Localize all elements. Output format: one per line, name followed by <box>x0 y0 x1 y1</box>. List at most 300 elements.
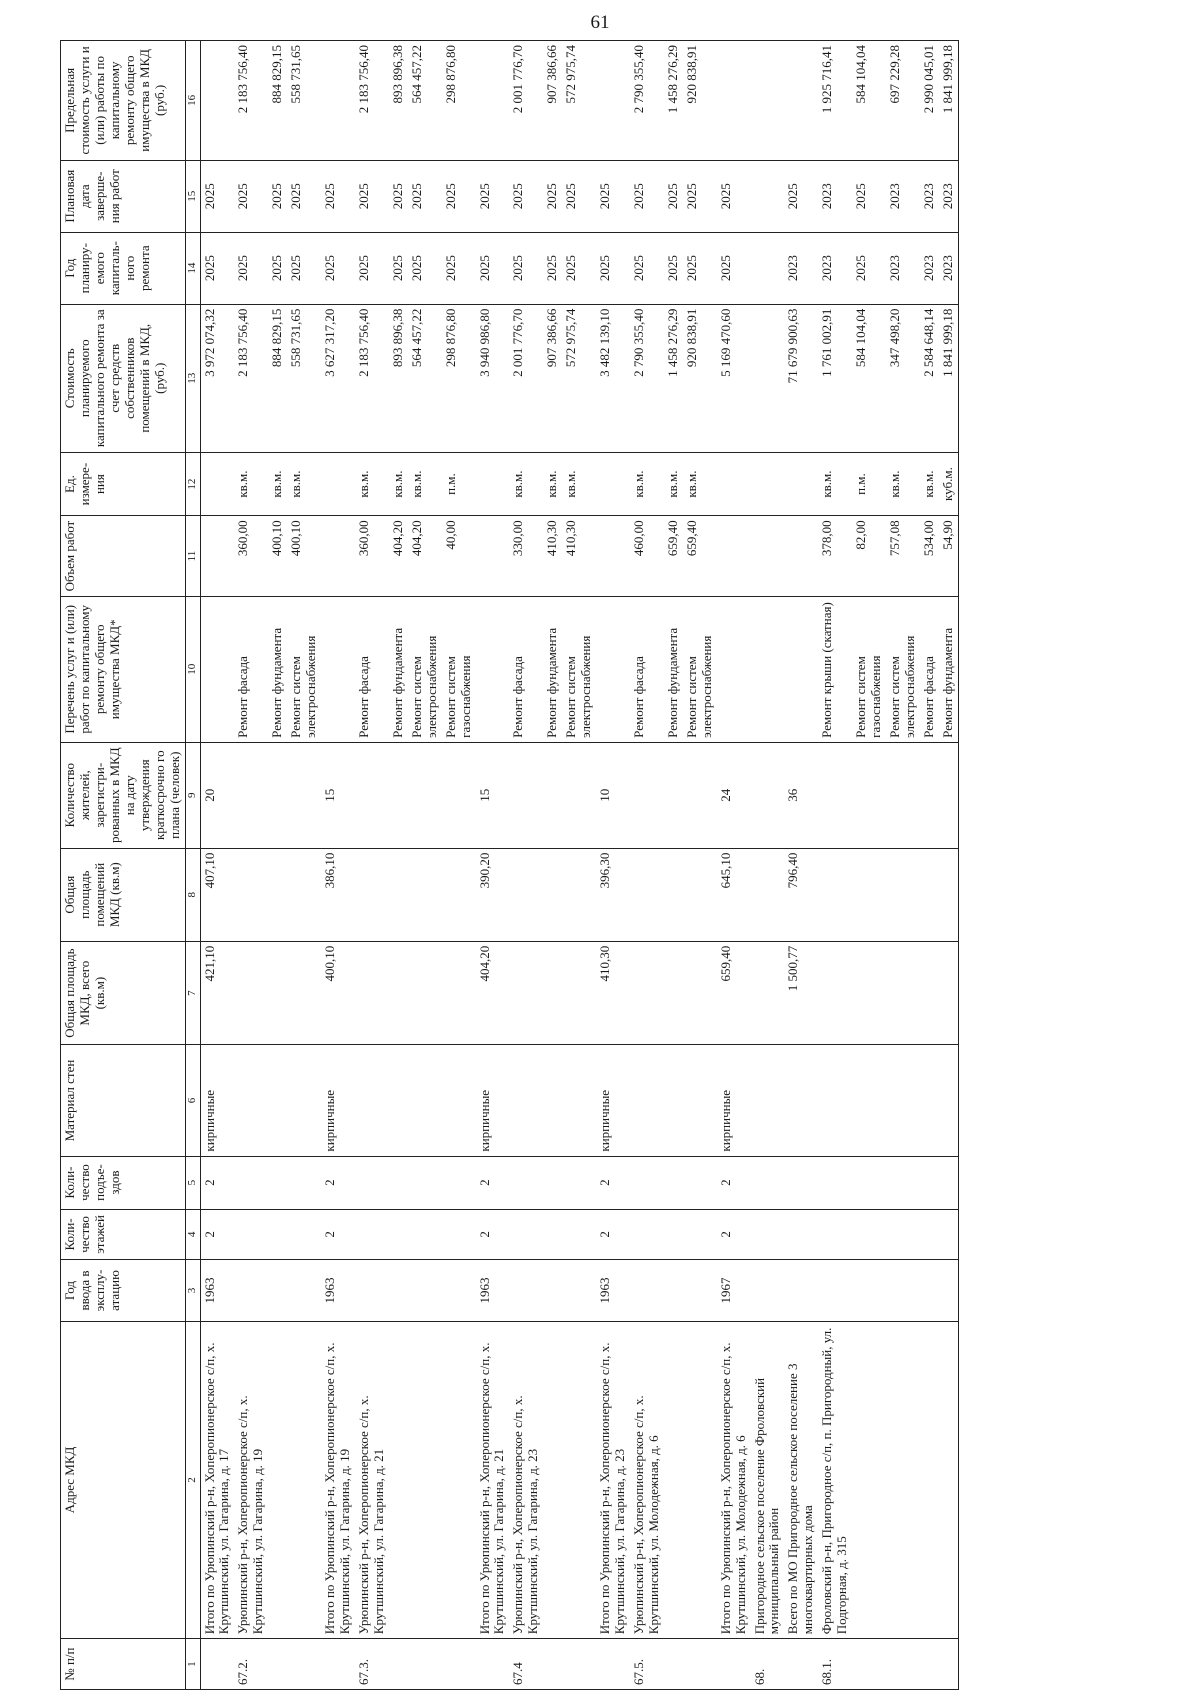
table-cell: 1 925 716,41 <box>818 41 852 161</box>
column-number-row <box>185 41 200 1690</box>
table-cell <box>664 1639 683 1690</box>
table-cell: 2025 <box>852 160 886 232</box>
table-cell: 920 838,91 <box>683 41 717 161</box>
table-cell <box>543 848 562 941</box>
table-cell: 2 790 355,40 <box>630 304 664 452</box>
table-row <box>717 41 751 1690</box>
table-cell: п.м. <box>442 452 476 516</box>
table-cell: 390,20 <box>476 848 510 941</box>
table-cell: Ремонт систем электроснабжения <box>886 596 920 742</box>
table-cell <box>389 1209 408 1260</box>
table-cell <box>268 941 287 1045</box>
table-cell: 2025 <box>543 232 562 304</box>
table-cell <box>784 452 818 516</box>
column-number: 6 <box>185 1045 200 1156</box>
table-cell: 2023 <box>939 232 958 304</box>
table-cell: 2 <box>596 1156 630 1209</box>
table-cell <box>476 1639 510 1690</box>
table-row <box>287 41 321 1690</box>
column-number: 10 <box>185 596 200 742</box>
page-number: 61 <box>590 12 610 33</box>
table-cell: 2025 <box>717 232 751 304</box>
table-cell <box>683 941 717 1045</box>
table-cell <box>920 1156 939 1209</box>
table-cell <box>664 1321 683 1639</box>
table-cell: 298 876,80 <box>442 41 476 161</box>
table-cell: п.м. <box>852 452 886 516</box>
table-cell: 1 458 276,29 <box>664 304 683 452</box>
table-cell: 330,00 <box>509 516 543 596</box>
table-cell: Ремонт систем газоснабжения <box>852 596 886 742</box>
table-cell <box>920 1260 939 1321</box>
table-cell <box>751 232 785 304</box>
table-cell <box>442 1209 476 1260</box>
table-cell <box>509 941 543 1045</box>
table-cell: 3 482 139,10 <box>596 304 630 452</box>
table-cell: 2 183 756,40 <box>234 41 268 161</box>
table-cell: кв.м. <box>683 452 717 516</box>
table-cell: кв.м. <box>355 452 389 516</box>
table-cell: кв.м. <box>234 452 268 516</box>
table-cell: Ремонт систем электроснабжения <box>562 596 596 742</box>
table-cell <box>287 1321 321 1639</box>
table-cell: 2023 <box>939 160 958 232</box>
table-cell: 404,20 <box>389 516 408 596</box>
table-cell <box>562 1209 596 1260</box>
table-cell: 5 169 470,60 <box>717 304 751 452</box>
table-cell <box>818 742 852 848</box>
table-cell: 2 183 756,40 <box>234 304 268 452</box>
table-cell <box>818 1156 852 1209</box>
table-cell: 2025 <box>717 160 751 232</box>
table-cell <box>596 452 630 516</box>
column-number: 5 <box>185 1156 200 1209</box>
table-cell: Ремонт фундамента <box>389 596 408 742</box>
table-cell: 659,40 <box>683 516 717 596</box>
table-cell: 400,10 <box>268 516 287 596</box>
table-cell <box>939 1209 958 1260</box>
table-cell <box>408 1639 442 1690</box>
table-cell <box>321 516 355 596</box>
table-row <box>543 41 562 1690</box>
table-cell: 2025 <box>200 232 234 304</box>
table-cell <box>476 452 510 516</box>
table-cell <box>200 596 234 742</box>
table-cell <box>630 1045 664 1156</box>
table-cell <box>509 848 543 941</box>
table-cell: Ремонт систем электроснабжения <box>408 596 442 742</box>
table-row <box>389 41 408 1690</box>
table-cell <box>751 1260 785 1321</box>
table-cell <box>321 452 355 516</box>
table-cell <box>920 1045 939 1156</box>
table-cell: 2025 <box>543 160 562 232</box>
table-cell <box>408 848 442 941</box>
table-cell <box>389 1045 408 1156</box>
table-cell <box>818 1045 852 1156</box>
table-cell: Ремонт фасада <box>630 596 664 742</box>
table-cell: 2 <box>596 1209 630 1260</box>
table-cell <box>543 1045 562 1156</box>
table-cell: 1 458 276,29 <box>664 41 683 161</box>
table-cell <box>321 41 355 161</box>
table-cell <box>683 1156 717 1209</box>
table-row <box>321 41 355 1690</box>
table-cell <box>664 941 683 1045</box>
table-cell: кв.м. <box>268 452 287 516</box>
table-cell <box>751 41 785 161</box>
table-cell: 2025 <box>596 232 630 304</box>
table-cell <box>683 848 717 941</box>
table-cell: 400,10 <box>321 941 355 1045</box>
table-cell: 410,30 <box>562 516 596 596</box>
table-cell: 404,20 <box>476 941 510 1045</box>
table-cell: 2 584 648,14 <box>920 304 939 452</box>
table-cell: 2 <box>717 1156 751 1209</box>
table-cell: Ремонт фундамента <box>268 596 287 742</box>
table-cell <box>683 742 717 848</box>
table-row <box>664 41 683 1690</box>
table-cell <box>852 1209 886 1260</box>
table-cell: Ремонт крыши (скатная) <box>818 596 852 742</box>
table-cell <box>664 1045 683 1156</box>
table-row <box>630 41 664 1690</box>
table-cell: 2025 <box>664 160 683 232</box>
table-cell: 24 <box>717 742 751 848</box>
table-cell: 36 <box>784 742 818 848</box>
table-cell: 2 183 756,40 <box>355 304 389 452</box>
table-cell: 2023 <box>784 232 818 304</box>
column-number: 12 <box>185 452 200 516</box>
table-cell <box>476 596 510 742</box>
table-cell: 2025 <box>200 160 234 232</box>
table-cell: 2025 <box>355 160 389 232</box>
table-cell <box>562 1321 596 1639</box>
table-cell <box>200 452 234 516</box>
table-cell <box>287 1639 321 1690</box>
table-cell: 20 <box>200 742 234 848</box>
table-cell <box>268 1209 287 1260</box>
table-cell: 2025 <box>442 232 476 304</box>
table-cell: 584 104,04 <box>852 304 886 452</box>
table-row <box>596 41 630 1690</box>
table-cell: 2023 <box>920 160 939 232</box>
table-cell <box>852 1045 886 1156</box>
table-cell <box>355 1045 389 1156</box>
table-cell <box>234 1209 268 1260</box>
table-cell <box>751 1209 785 1260</box>
table-cell <box>596 41 630 161</box>
table-cell <box>389 1639 408 1690</box>
table-cell <box>818 1209 852 1260</box>
table-cell: 2 990 045,01 <box>920 41 939 161</box>
table-cell: 2 <box>200 1156 234 1209</box>
header-cell: Материал стен <box>61 1045 186 1156</box>
table-cell <box>268 848 287 941</box>
table-cell <box>939 742 958 848</box>
table-row <box>683 41 717 1690</box>
table-cell: Урюпинский р-н, Хоперопионерское с/п, х. Крутшинский, ул. Гагарина, д. 19 <box>234 1321 268 1639</box>
table-cell: 40,00 <box>442 516 476 596</box>
table-cell: 360,00 <box>234 516 268 596</box>
table-cell <box>476 41 510 161</box>
table-cell: куб.м. <box>939 452 958 516</box>
table-cell <box>389 1321 408 1639</box>
table-cell <box>886 1321 920 1639</box>
table-cell <box>408 941 442 1045</box>
header-cell: Стоимость планируемого капитального ремонта за счет средств собственников помещений в МКД, (руб.) <box>61 304 186 452</box>
table-cell: Ремонт систем электроснабжения <box>683 596 717 742</box>
header-cell: Предельная стоимость услуги и (или) работы по капитальному ремонту общего имущества в МКД (руб.) <box>61 41 186 161</box>
table-cell: 2 <box>476 1156 510 1209</box>
table-cell <box>939 1321 958 1639</box>
table-cell <box>664 742 683 848</box>
table-cell: 659,40 <box>664 516 683 596</box>
table-cell <box>562 848 596 941</box>
table-cell: 2025 <box>630 232 664 304</box>
table-cell: 67.2. <box>234 1639 268 1690</box>
table-cell: 2025 <box>562 232 596 304</box>
table-cell: 2025 <box>476 232 510 304</box>
table-cell: 2 <box>717 1209 751 1260</box>
table-cell <box>717 1639 751 1690</box>
table-cell: 2023 <box>886 160 920 232</box>
table-cell: Ремонт фасада <box>234 596 268 742</box>
table-row <box>200 41 234 1690</box>
table-cell <box>784 1260 818 1321</box>
table-cell <box>852 941 886 1045</box>
table-cell <box>200 1639 234 1690</box>
table-cell <box>562 1639 596 1690</box>
rotated-table-container <box>60 40 1180 1690</box>
table-cell <box>939 1260 958 1321</box>
column-number: 1 <box>185 1639 200 1690</box>
table-cell <box>442 742 476 848</box>
table-cell <box>751 1045 785 1156</box>
table-cell <box>596 1639 630 1690</box>
table-cell: 2025 <box>852 232 886 304</box>
table-cell: кв.м. <box>562 452 596 516</box>
table-cell: Ремонт фасада <box>920 596 939 742</box>
table-cell <box>784 1045 818 1156</box>
table-cell: 2025 <box>630 160 664 232</box>
table-cell: Ремонт фасада <box>355 596 389 742</box>
table-cell <box>751 516 785 596</box>
table-cell: 396,30 <box>596 848 630 941</box>
table-row <box>920 41 939 1690</box>
table-cell <box>509 1209 543 1260</box>
table-cell <box>408 1321 442 1639</box>
table-cell <box>751 1156 785 1209</box>
table-cell <box>939 941 958 1045</box>
table-cell <box>852 848 886 941</box>
table-row <box>408 41 442 1690</box>
table-cell <box>717 516 751 596</box>
table-cell <box>920 941 939 1045</box>
table-cell: 2025 <box>355 232 389 304</box>
table-cell: 2025 <box>408 232 442 304</box>
table-cell: 67.3. <box>355 1639 389 1690</box>
table-cell <box>321 596 355 742</box>
table-row <box>234 41 268 1690</box>
column-number: 2 <box>185 1321 200 1639</box>
table-cell <box>287 742 321 848</box>
table-cell <box>287 941 321 1045</box>
table-cell: 407,10 <box>200 848 234 941</box>
table-cell <box>389 742 408 848</box>
table-cell: 2025 <box>562 160 596 232</box>
table-cell <box>717 596 751 742</box>
table-row <box>784 41 818 1690</box>
table-cell <box>543 1321 562 1639</box>
table-cell: 564 457,22 <box>408 41 442 161</box>
table-cell <box>920 1209 939 1260</box>
table-cell <box>886 1045 920 1156</box>
table-cell: 386,10 <box>321 848 355 941</box>
table-cell: 884 829,15 <box>268 304 287 452</box>
table-row <box>355 41 389 1690</box>
table-cell: 421,10 <box>200 941 234 1045</box>
table-cell: 3 940 986,80 <box>476 304 510 452</box>
table-cell <box>355 1156 389 1209</box>
table-cell: 2025 <box>476 160 510 232</box>
table-cell <box>664 848 683 941</box>
table-cell <box>683 1639 717 1690</box>
table-cell: Пригородное сельское поселение Фроловский муниципальный район <box>751 1321 785 1639</box>
table-cell: 2025 <box>268 160 287 232</box>
table-cell: 1963 <box>476 1260 510 1321</box>
table-cell: 82,00 <box>852 516 886 596</box>
table-cell <box>886 1209 920 1260</box>
table-cell <box>234 1045 268 1156</box>
table-cell <box>355 941 389 1045</box>
table-cell <box>355 1209 389 1260</box>
table-cell: кв.м. <box>818 452 852 516</box>
column-number: 13 <box>185 304 200 452</box>
table-cell: 920 838,91 <box>683 304 717 452</box>
table-cell: 67.4 <box>509 1639 543 1690</box>
table-cell <box>664 1209 683 1260</box>
table-cell: 2025 <box>321 232 355 304</box>
header-cell: Год ввода в эксплу-атацию <box>61 1260 186 1321</box>
table-cell <box>509 1260 543 1321</box>
table-cell <box>442 1639 476 1690</box>
table-cell <box>442 941 476 1045</box>
table-cell: 884 829,15 <box>268 41 287 161</box>
table-cell: кв.м. <box>920 452 939 516</box>
table-cell <box>562 1156 596 1209</box>
header-cell: Количество жителей, зарегистри-рованных в МКД на дату утверждения краткосрочно го плана (человек) <box>61 742 186 848</box>
table-cell <box>596 516 630 596</box>
table-cell: 2025 <box>784 160 818 232</box>
table-cell: Ремонт фасада <box>509 596 543 742</box>
table-cell: Ремонт фундамента <box>664 596 683 742</box>
table-cell: 659,40 <box>717 941 751 1045</box>
table-cell <box>476 516 510 596</box>
table-cell: кирпичные <box>321 1045 355 1156</box>
table-cell <box>200 516 234 596</box>
table-cell <box>664 1156 683 1209</box>
table-cell: 2025 <box>683 232 717 304</box>
table-cell <box>717 41 751 161</box>
table-cell: 2 001 776,70 <box>509 304 543 452</box>
table-cell: 2 <box>200 1209 234 1260</box>
table-cell <box>751 160 785 232</box>
table-cell <box>543 1209 562 1260</box>
table-cell <box>920 1639 939 1690</box>
table-cell: 2025 <box>321 160 355 232</box>
table-cell <box>287 848 321 941</box>
table-cell: 400,10 <box>287 516 321 596</box>
table-row <box>751 41 785 1690</box>
table-cell <box>852 1321 886 1639</box>
header-cell: Общая площадь МКД, всего (кв.м) <box>61 941 186 1045</box>
table-cell: 15 <box>321 742 355 848</box>
table-cell <box>818 1260 852 1321</box>
table-cell <box>543 1156 562 1209</box>
table-cell: 2 <box>321 1156 355 1209</box>
table-cell: 15 <box>476 742 510 848</box>
table-cell: 410,30 <box>543 516 562 596</box>
table-cell: Итого по Урюпинский р-н, Хоперопионерское с/п, х. Крутшинский, ул. Молодежная, д. 6 <box>717 1321 751 1639</box>
table-cell <box>939 1639 958 1690</box>
table-cell: кв.м. <box>543 452 562 516</box>
table-cell: 298 876,80 <box>442 304 476 452</box>
table-cell: 2 001 776,70 <box>509 41 543 161</box>
table-cell: 907 386,66 <box>543 41 562 161</box>
table-cell <box>268 1260 287 1321</box>
table-cell: Урюпинский р-н, Хоперопионерское с/п, х. Крутшинский, ул. Гагарина, д. 23 <box>509 1321 543 1639</box>
column-number: 4 <box>185 1209 200 1260</box>
table-cell: 558 731,65 <box>287 304 321 452</box>
table-cell: кв.м. <box>630 452 664 516</box>
table-cell <box>268 1321 287 1639</box>
header-cell: Коли-чество подъе-здов <box>61 1156 186 1209</box>
table-cell: 404,20 <box>408 516 442 596</box>
header-cell: Адрес МКД <box>61 1321 186 1639</box>
table-cell <box>200 41 234 161</box>
table-cell <box>784 1209 818 1260</box>
table-cell: Ремонт фундамента <box>543 596 562 742</box>
table-cell <box>784 596 818 742</box>
table-cell: Итого по Урюпинский р-н, Хоперопионерское с/п, х. Крутшинский, ул. Гагарина, д. 17 <box>200 1321 234 1639</box>
table-cell <box>389 941 408 1045</box>
table-cell <box>852 1639 886 1690</box>
table-cell <box>630 941 664 1045</box>
column-number: 3 <box>185 1260 200 1321</box>
header-cell: Общая площадь помещений МКД (кв.м) <box>61 848 186 941</box>
table-cell: 1 841 999,18 <box>939 41 958 161</box>
table-cell: 2025 <box>287 232 321 304</box>
column-number: 14 <box>185 232 200 304</box>
table-row <box>442 41 476 1690</box>
table-cell <box>543 1260 562 1321</box>
table-body <box>200 41 958 1690</box>
table-cell: 572 975,74 <box>562 304 596 452</box>
table-cell <box>886 742 920 848</box>
table-cell: 757,08 <box>886 516 920 596</box>
table-cell <box>717 452 751 516</box>
header-cell: Коли-чество этажей <box>61 1209 186 1260</box>
table-cell: 2025 <box>268 232 287 304</box>
table-cell <box>268 1045 287 1156</box>
table-cell: 1963 <box>321 1260 355 1321</box>
table-cell <box>442 1045 476 1156</box>
table-cell: 378,00 <box>818 516 852 596</box>
table-cell: 3 972 074,32 <box>200 304 234 452</box>
table-cell <box>408 1156 442 1209</box>
table-cell <box>408 1260 442 1321</box>
